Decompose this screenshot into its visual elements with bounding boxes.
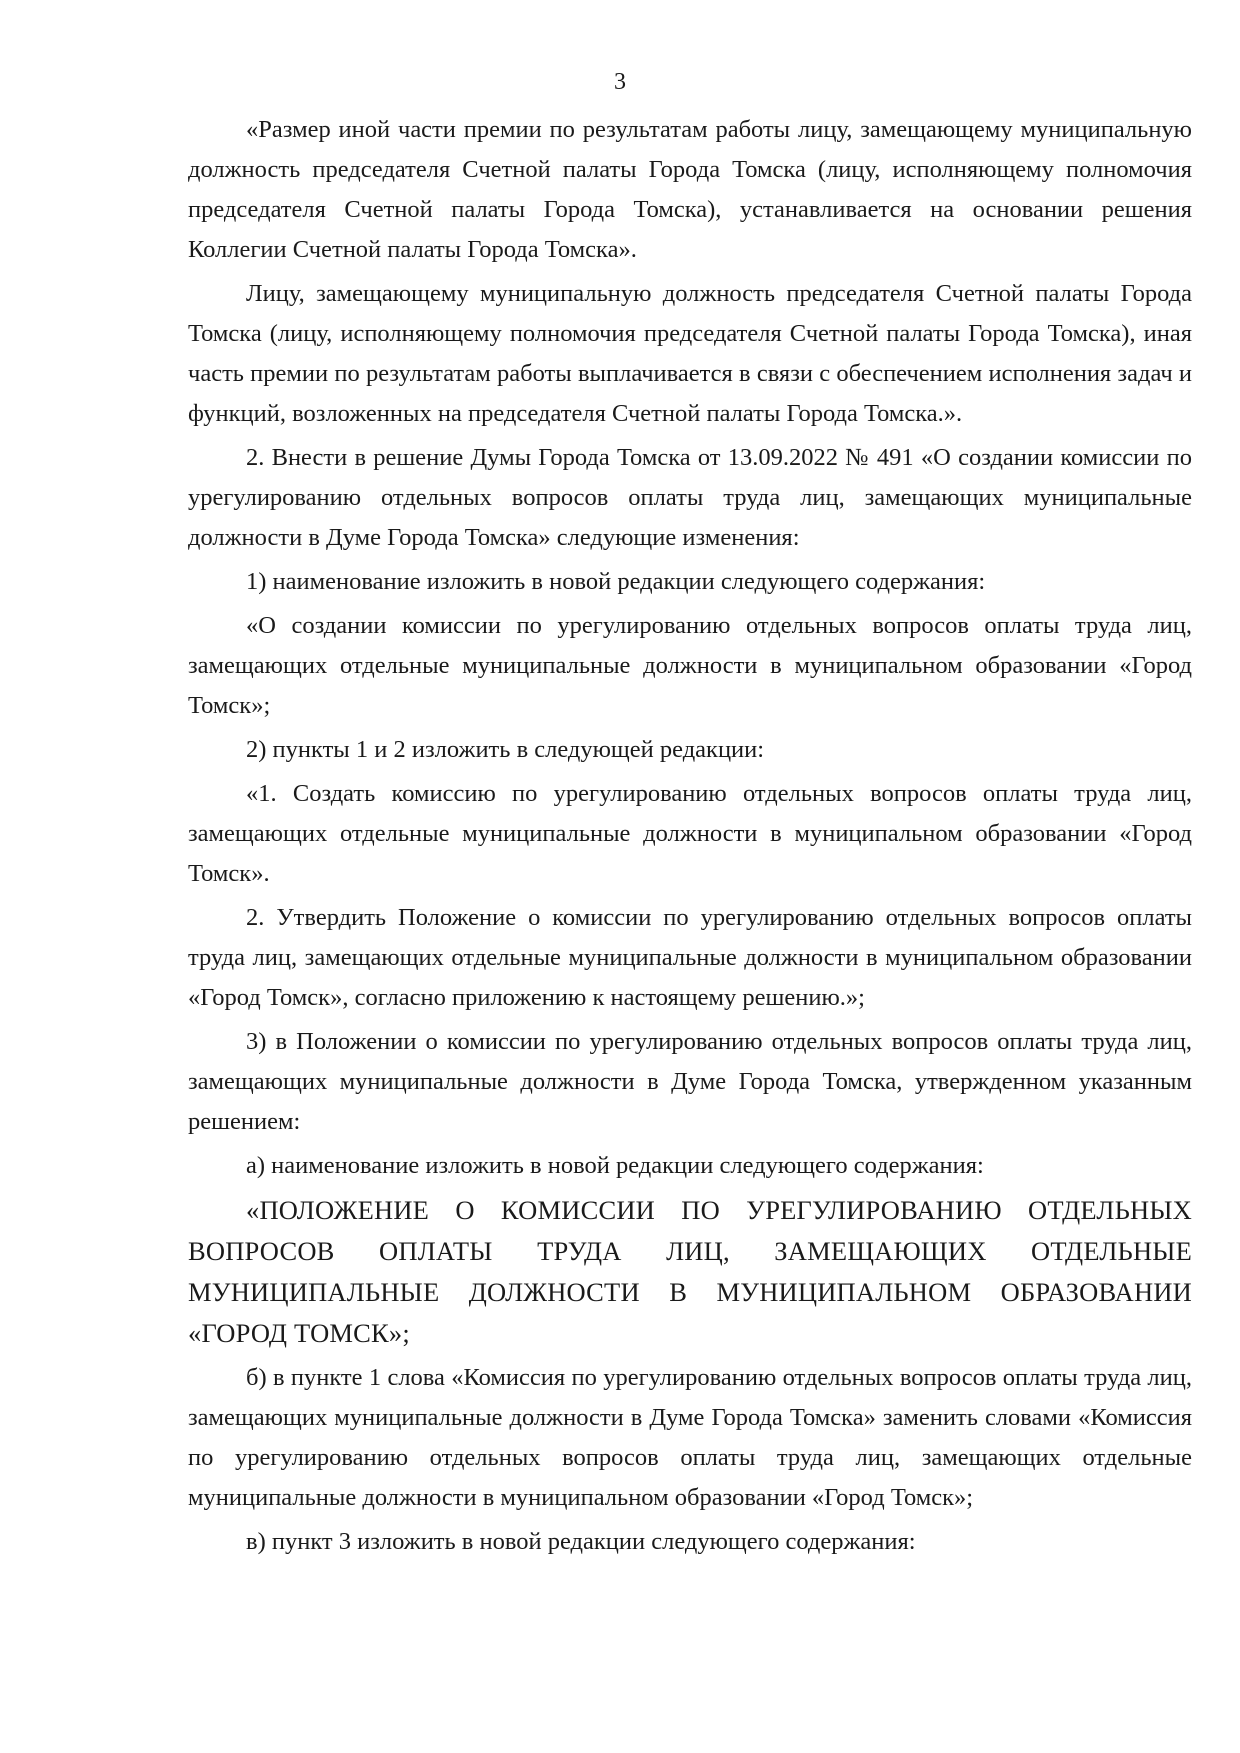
paragraph-item-2: 2) пункты 1 и 2 изложить в следующей редакции:	[246, 736, 765, 763]
paragraph-bonus-payment: Лицу, замещающему муниципальную должность председателя Счетной палаты Города Томска (лицу, исполняющему полномочия председателя Счетной палаты Города Томска), иная часть премии по результатам работы выплачивается в связи с обеспечением исполнения задач и функций, возложенных на председателя Счетной палаты Города Томска.».	[188, 280, 1192, 427]
paragraph-approve-regulation: 2. Утвердить Положение о комиссии по урегулированию отдельных вопросов оплаты труда лиц, замещающих отдельные муниципальные должности в муниципальном образовании «Город Томск», согласно приложению к настоящему решению.»;	[188, 904, 1192, 1011]
paragraph-bonus-size: «Размер иной части премии по результатам работы лицу, замещающему муниципальную должность председателя Счетной палаты Города Томска (лицу, исполняющему полномочия председателя Счетной палаты Города Томска), устанавливается на основании решения Коллегии Счетной палаты Города Томска».	[188, 116, 1192, 263]
paragraph-new-title: «О создании комиссии по урегулированию отдельных вопросов оплаты труда лиц, замещающих отдельные муниципальные должности в муниципальном образовании «Город Томск»;	[188, 612, 1192, 719]
paragraph-item-3: 3) в Положении о комиссии по урегулированию отдельных вопросов оплаты труда лиц, замещающих муниципальные должности в Думе Города Томска, утвержденном указанным решением:	[188, 1028, 1192, 1135]
document-body	[188, 110, 1192, 1566]
page-number: 3	[614, 69, 626, 95]
paragraph-item-1: 1) наименование изложить в новой редакции следующего содержания:	[246, 568, 986, 595]
paragraph-amend-decision: 2. Внести в решение Думы Города Томска от 13.09.2022 № 491 «О создании комиссии по урегулированию отдельных вопросов оплаты труда лиц, замещающих муниципальные должности в Думе Города Томска» следующие изменения:	[188, 444, 1192, 551]
paragraph-subitem-v: в) пункт 3 изложить в новой редакции следующего содержания:	[246, 1528, 916, 1555]
paragraph-regulation-title: «ПОЛОЖЕНИЕ О КОМИССИИ ПО УРЕГУЛИРОВАНИЮ ОТДЕЛЬНЫХ ВОПРОСОВ ОПЛАТЫ ТРУДА ЛИЦ, ЗАМЕЩАЮЩИХ ОТДЕЛЬНЫЕ МУНИЦИПАЛЬНЫЕ ДОЛЖНОСТИ В МУНИЦИПАЛЬНОМ ОБРАЗОВАНИИ «ГОРОД ТОМСК»;	[188, 1195, 1192, 1348]
paragraph-subitem-a: а) наименование изложить в новой редакции следующего содержания:	[246, 1152, 984, 1179]
paragraph-create-commission: «1. Создать комиссию по урегулированию отдельных вопросов оплаты труда лиц, замещающих отдельные муниципальные должности в муниципальном образовании «Город Томск».	[188, 780, 1192, 887]
paragraph-subitem-b: б) в пункте 1 слова «Комиссия по урегулированию отдельных вопросов оплаты труда лиц, замещающих муниципальные должности в Думе Города Томска» заменить словами «Комиссия по урегулированию отдельных вопросов оплаты труда лиц, замещающих отдельные муниципальные должности в муниципальном образовании «Город Томск»;	[188, 1364, 1192, 1511]
